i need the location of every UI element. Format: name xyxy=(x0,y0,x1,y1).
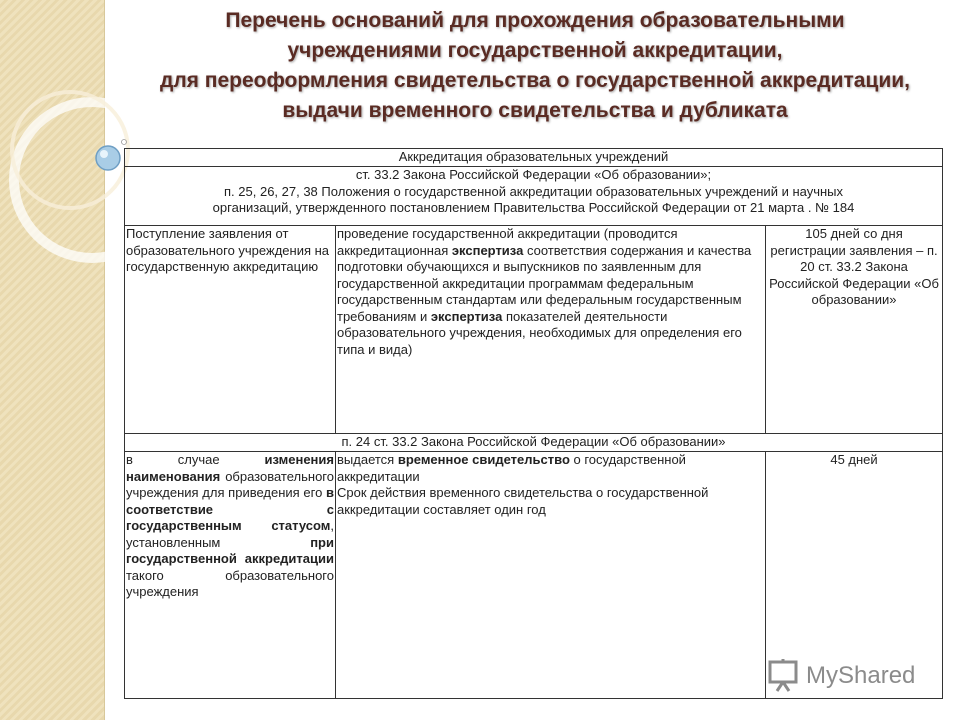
title-line-2: учреждениями государственной аккредитации, xyxy=(287,39,783,62)
action-text: соответствия содержания и качества подготовки обучающихся и выпускников по заявленным для государственной аккредитации программам федеральным государственным стандартам или федеральным государственным требованиям и xyxy=(337,242,752,324)
law-reference-line-2: п. 25, 26, 27, 38 Положения о государственной аккредитации образовательных учреждений и научных xyxy=(224,183,844,199)
law-reference xyxy=(125,167,943,226)
blue-bullet xyxy=(96,146,120,170)
action-cell xyxy=(336,452,766,699)
basis-bold: при государственной аккредитации xyxy=(126,534,334,566)
action-cell xyxy=(336,226,766,434)
law-reference-line-1: ст. 33.2 Закона Российской Федерации «Об образовании»; xyxy=(355,167,712,182)
action-text: о государственной аккредитации xyxy=(337,452,686,484)
table-header-row xyxy=(125,149,943,167)
basis-cell xyxy=(125,452,336,699)
action-text: показателей деятельности образовательного учреждения, необходимых для определения его типа и вида) xyxy=(337,308,742,357)
basis-bold: изменения наименования xyxy=(126,452,334,484)
watermark xyxy=(768,656,938,696)
term-cell: 45 дней xyxy=(766,452,943,699)
basis-text: образовательного учреждения для приведения его xyxy=(126,468,334,500)
action-bold: временное свидетельство xyxy=(397,452,570,467)
watermark-text: MyShared xyxy=(806,662,916,689)
law-reference-line-3: организаций, утвержденного постановлением Правительства Российской Федерации от 21 марта . № 184 xyxy=(212,200,855,215)
basis-bold: в соответствие с государственным статусом xyxy=(126,485,334,533)
action-bold: экспертиза xyxy=(430,308,503,324)
action-line: Срок действия временного свидетельства о государственной аккредитации составляет один год xyxy=(337,485,709,517)
table-header: Аккредитация образовательных учреждений xyxy=(125,149,943,167)
basis-text: такого образовательного учреждения xyxy=(126,567,334,599)
page-title xyxy=(110,6,960,126)
title-line-4: выдачи временного свидетельства и дубликата xyxy=(282,99,788,122)
section-row xyxy=(125,434,943,452)
action-text: проведение государственной аккредитации (проводится аккредитационная xyxy=(337,226,678,258)
action-line xyxy=(337,452,764,485)
basis-text: , установленным xyxy=(126,518,334,550)
title-line-1: Перечень оснований для прохождения образовательными xyxy=(225,9,845,32)
bullet-highlight xyxy=(100,150,108,158)
watermark-presentation-icon xyxy=(768,659,800,693)
basis-text: в случае xyxy=(126,452,265,467)
action-text: выдается xyxy=(337,452,398,467)
table-row xyxy=(125,226,943,434)
law-reference-row xyxy=(125,167,943,226)
title-line-3: для переоформления свидетельства о государственной аккредитации, xyxy=(160,69,910,92)
term-cell: 105 дней со дня регистрации заявления – п. 20 ст. 33.2 Закона Российской Федерации «Об образовании» xyxy=(766,226,943,434)
action-bold: экспертиза xyxy=(451,242,524,258)
basis-cell: Поступление заявления от образовательного учреждения на государственную аккредитацию xyxy=(125,226,336,434)
section-reference: п. 24 ст. 33.2 Закона Российской Федерации «Об образовании» xyxy=(125,434,943,452)
accreditation-table xyxy=(124,148,943,699)
